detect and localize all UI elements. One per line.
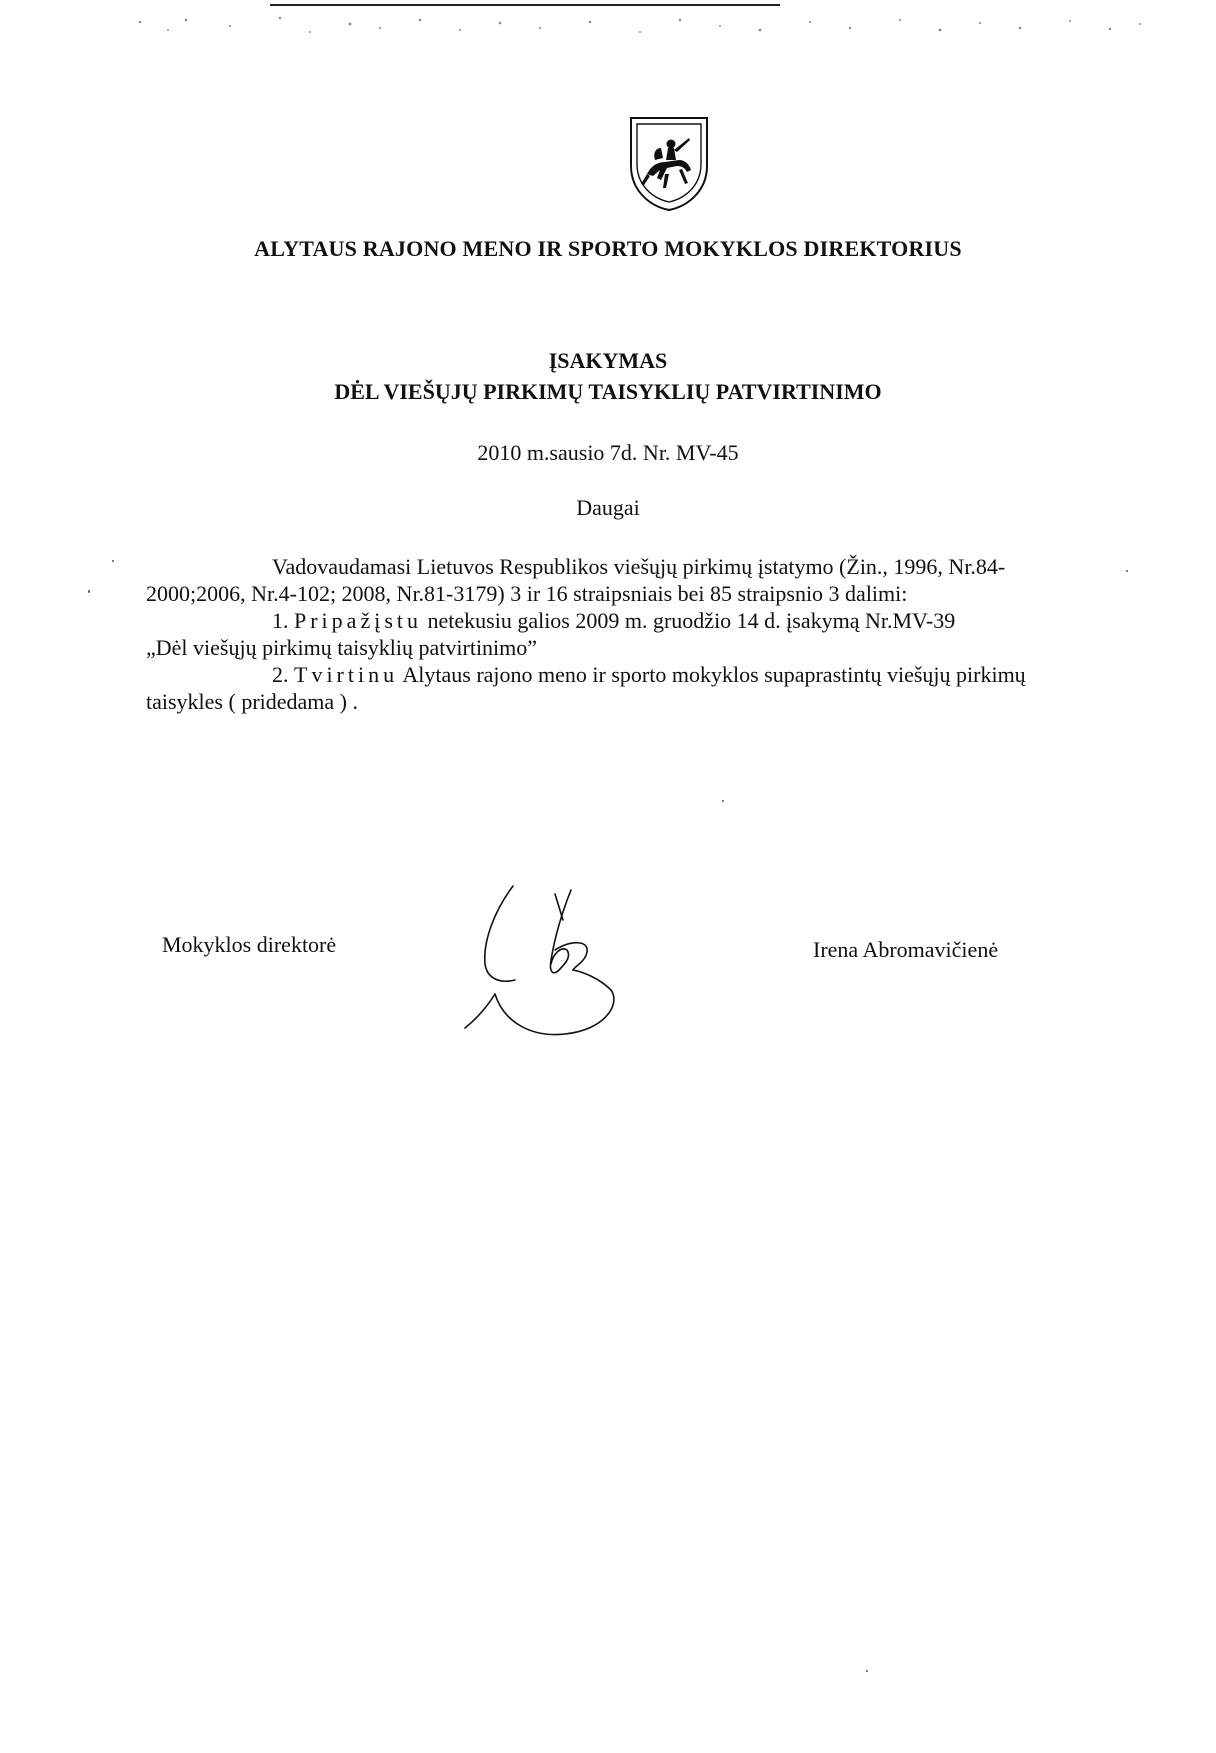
document-subject: DĖL VIEŠŲJŲ PIRKIMŲ TAISYKLIŲ PATVIRTINIMO [334,379,882,404]
item-1-continuation: „Dėl viešųjų pirkimų taisyklių patvirtinimo” [146,635,538,660]
item-2-continuation: taisykles ( pridedama ) . [146,689,358,714]
item-2-verb: Tvirtinu [294,662,399,687]
scan-top-rule [270,4,780,6]
scan-noise-band [120,8,1160,48]
handwritten-signature [455,880,635,1050]
scan-speck [88,590,90,593]
document-place: Daugai [576,495,640,520]
document-date-number: 2010 m.sausio 7d. Nr. MV-45 [477,440,739,465]
item-2-number: 2. [272,662,289,687]
signatory-name: Irena Abromavičienė [813,937,999,962]
item-1 [146,607,1146,634]
item-1-text: netekusiu galios 2009 m. gruodžio 14 d. įsakymą Nr.MV-39 [427,608,956,633]
scan-speck [866,1670,868,1672]
intro-line-2: 2000;2006, Nr.4-102; 2008, Nr.81-3179) 3 ir 16 straipsniais bei 85 straipsnio 3 dalimi: [146,581,908,606]
order-body [146,553,1146,715]
intro-line-1: Vadovaudamasi Lietuvos Respublikos viešųjų pirkimų įstatymo (Žin., 1996, Nr.84- [272,554,1006,579]
organization-title: ALYTAUS RAJONO MENO IR SPORTO MOKYKLOS DIREKTORIUS [254,236,962,261]
scan-speck [112,560,114,562]
scan-speck [722,800,724,802]
signatory-role: Mokyklos direktorė [162,932,337,957]
item-1-verb: Pripažįstu [294,608,422,633]
item-1-number: 1. [272,608,289,633]
document-type: ĮSAKYMAS [548,348,668,373]
item-2 [146,661,1146,688]
item-2-text: Alytaus rajono meno ir sporto mokyklos supaprastintų viešųjų pirkimų [402,662,1026,687]
scan-speck [1126,570,1128,572]
coat-of-arms-emblem [627,114,711,212]
